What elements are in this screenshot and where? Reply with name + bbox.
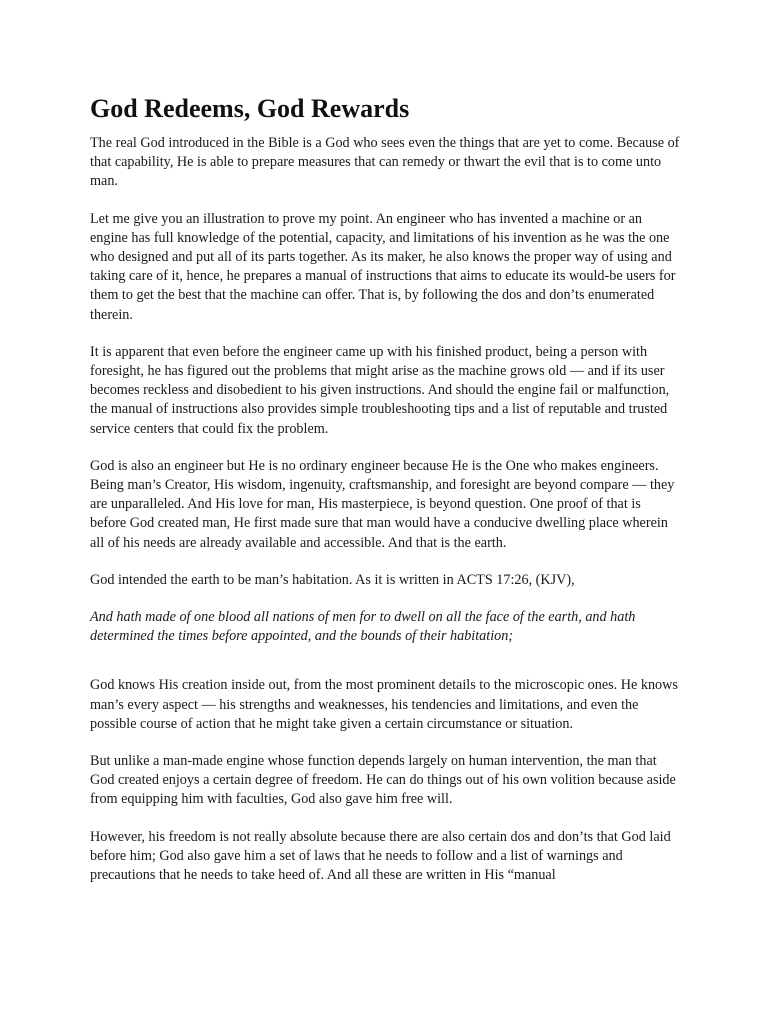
paragraph-4: God is also an engineer but He is no ordinary engineer because He is the One who makes engineers. Being man’s Creator, His wisdom, ingenuity, craftsmanship, and foresight are beyond compare — they are unparalleled. And His love for man, His masterpiece, is beyond question. One proof of that is before God created man, He first made sure that man would have a conducive dwelling place wherein all of his needs are already available and accessible. And that is the earth. (90, 457, 675, 551)
document-title: God Redeems, God Rewards (90, 94, 410, 123)
scripture-quote: And hath made of one blood all nations of men for to dwell on all the face of the earth, and hath determined the times before appointed, and the bounds of their habitation; (90, 609, 636, 645)
paragraph-5: God intended the earth to be man’s habitation. As it is written in ACTS 17:26, (KJV), (90, 571, 575, 588)
paragraph-6: God knows His creation inside out, from the most prominent details to the microscopic ones. He knows man’s every aspect — his strengths and weaknesses, his tendencies and limitations, and even the possible course of action that he might take given a certain circumstance or situation. (90, 677, 678, 732)
document-page (90, 92, 680, 903)
paragraph-1: The real God introduced in the Bible is a God who sees even the things that are yet to come. Because of that capability, He is able to prepare measures that can remedy or thwart the evil that is to come unto man. (90, 135, 680, 190)
paragraph-8: However, his freedom is not really absolute because there are also certain dos and don’ts that God laid before him; God also gave him a set of laws that he needs to follow and a list of warnings and precautions that he needs to take heed of. And all these are written in His “manual (90, 828, 671, 884)
paragraph-2: Let me give you an illustration to prove my point. An engineer who has invented a machine or an engine has full knowledge of the potential, capacity, and limitations of his invention as he was the one who designed and put all of its parts together. As its maker, he also knows the proper way of using and taking care of it, hence, he prepares a manual of instructions that aims to educate its would-be users for them to get the best that the machine can offer. That is, by following the dos and don’ts enumerated therein. (90, 210, 676, 323)
paragraph-3: It is apparent that even before the engineer came up with his finished product, being a person with foresight, he has figured out the problems that might arise as the machine grows old — and if its user becomes reckless and disobedient to his given instructions. And should the engine fail or malfunction, the manual of instructions also provides simple troubleshooting tips and a list of reputable and trusted service centers that could fix the problem. (90, 343, 670, 437)
paragraph-7: But unlike a man-made engine whose function depends largely on human intervention, the man that God created enjoys a certain degree of freedom. He can do things out of his own volition because aside from equipping him with faculties, God also gave him free will. (90, 753, 676, 808)
